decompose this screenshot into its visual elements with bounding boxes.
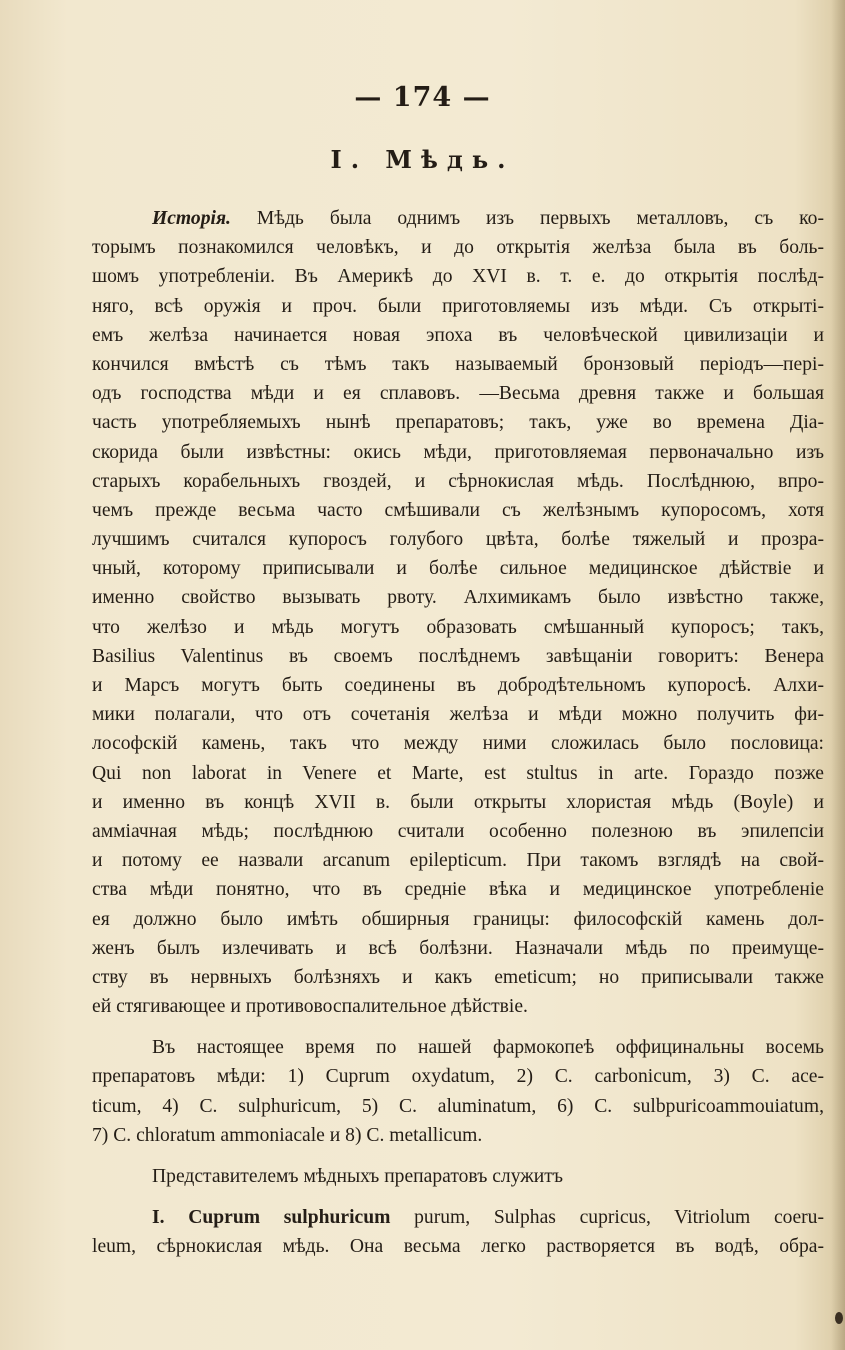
text-line: чный, которому приписывали и болѣе сильное медицинское дѣйствіе и bbox=[92, 558, 824, 580]
text-line: мики полагали, что отъ сочетанія желѣза и мѣди можно получить фи- bbox=[92, 704, 824, 726]
text-line: ей стягивающее и противовоспалительное дѣйствіе. bbox=[92, 996, 528, 1018]
ink-mark bbox=[835, 1312, 843, 1324]
text-line: скорида были извѣстны: окись мѣди, приготовляемая первоначально изъ bbox=[92, 441, 824, 463]
text-line: старыхъ корабельныхъ гвоздей, и сѣрнокислая мѣдь. Послѣднюю, впро- bbox=[92, 470, 824, 492]
text-line: и именно въ концѣ XVII в. были открыты хлористая мѣдь (Boyle) и bbox=[92, 791, 824, 813]
text-line: часть употребляемыхъ нынѣ препаратовъ; такъ, уже во времена Діа- bbox=[92, 412, 824, 434]
text-line: и потому ее назвали arcanum epilepticum. При такомъ взглядѣ на свой- bbox=[92, 850, 824, 872]
text-line: препаратовъ мѣди: 1) Cuprum oxydatum, 2) C. carbonicum, 3) C. ace- bbox=[92, 1066, 824, 1088]
text-line: одъ господства мѣди и ея сплавовъ. —Весьма древня также и большая bbox=[92, 383, 824, 405]
text-line: женъ былъ излечивать и всѣ болѣзни. Назначали мѣдь по преимуще- bbox=[92, 937, 824, 959]
text-line: шомъ употребленіи. Въ Америкѣ до XVI в. т. е. до открытія послѣд- bbox=[92, 266, 824, 288]
text-line: I. Cuprum sulphuricum purum, Sulphas cupricus, Vitriolum coeru- bbox=[152, 1207, 824, 1229]
section-title: I. Мѣдь. bbox=[330, 145, 515, 174]
text-line: няго, всѣ оружія и проч. были приготовляемы изъ мѣди. Съ открыті- bbox=[92, 295, 824, 317]
text-line: именно свойство вызывать рвоту. Алхимикамъ было извѣстно также, bbox=[92, 587, 824, 609]
text-line: лософскій камень, такъ что между ними сложилась было пословица: bbox=[92, 733, 824, 755]
text-line: Представителемъ мѣдныхъ препаратовъ служитъ bbox=[152, 1166, 563, 1187]
text-line: Въ настоящее время по нашей фармокопеѣ оффицинальны восемь bbox=[152, 1037, 824, 1059]
text-line: Qui non laborat in Venere et Marte, est stultus in arte. Гораздо позже bbox=[92, 762, 824, 784]
history-lead: Исторія. bbox=[152, 208, 231, 229]
text-line: торымъ познакомился человѣкъ, и до открытія желѣза была въ боль- bbox=[92, 237, 824, 259]
text-line: Basilius Valentinus въ своемъ послѣднемъ завѣщаніи говоритъ: Венера bbox=[92, 645, 824, 667]
text-line: ticum, 4) C. sulphuricum, 5) C. aluminatum, 6) C. sulbpuricoammouiatum, bbox=[92, 1095, 824, 1117]
text-line: что желѣзо и мѣдь могутъ образовать смѣшанный купоросъ; такъ, bbox=[92, 616, 824, 638]
text-line: и Марсъ могутъ быть соединены въ добродѣтельномъ купоросѣ. Алхи- bbox=[92, 675, 824, 696]
text-line: чемъ прежде весьма часто смѣшивали съ желѣзнымъ купоросомъ, хотя bbox=[92, 499, 824, 521]
text-line: амміачная мѣдь; послѣднюю считали особенно полезною въ эпилепсіи bbox=[92, 820, 824, 842]
page-edge-shadow bbox=[831, 0, 845, 1350]
text-line: лучшимъ считался купоросъ голубого цвѣта, болѣе тяжелый и прозра- bbox=[92, 529, 824, 551]
text-line: ству въ нервныхъ болѣзняхъ и какъ emeticum; но приписывали также bbox=[92, 966, 824, 988]
cuprum-sulphuricum-heading: I. Cuprum sulphuricum bbox=[152, 1207, 391, 1229]
text-line: емъ желѣза начинается новая эпоха въ человѣческой цивилизаціи и bbox=[92, 324, 824, 346]
text-line: ея должно было имѣть обширныя границы: философскій камень дол- bbox=[92, 908, 824, 930]
body-text bbox=[92, 204, 824, 1262]
text-line: Исторія. Мѣдь была однимъ изъ первыхъ металловъ, съ ко- bbox=[152, 208, 824, 229]
page-number: — 174 — bbox=[354, 82, 491, 113]
text-line: кончился вмѣстѣ съ тѣмъ такъ называемый бронзовый періодъ—перi- bbox=[92, 353, 824, 375]
text-line: leum, сѣрнокислая мѣдь. Она весьма легко растворяется въ водѣ, обра- bbox=[92, 1236, 824, 1258]
text-line: 7) C. chloratum ammoniacale и 8) C. metallicum. bbox=[92, 1124, 483, 1146]
text-line: ства мѣди понятно, что въ средніе вѣка и медицинское употребленіе bbox=[92, 879, 824, 901]
